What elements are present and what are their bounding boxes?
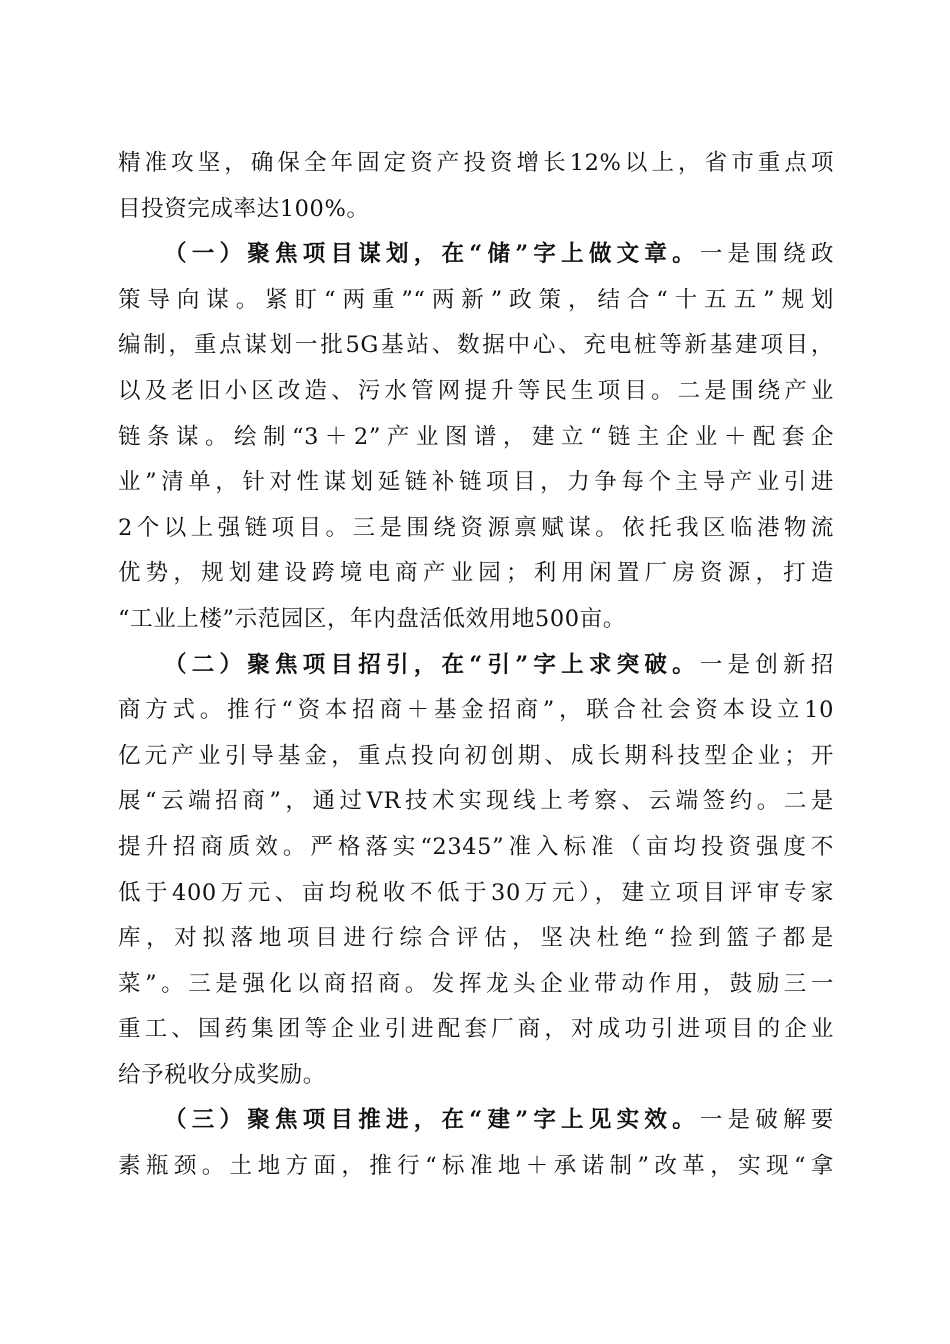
text-span: 链条谋。绘制“3＋2”产业图谱，建立“链主企业＋配套企 (118, 423, 834, 450)
text-line (118, 141, 834, 187)
text-line (118, 369, 834, 415)
text-line (118, 278, 834, 324)
text-span: 一是创新招 (699, 651, 834, 678)
text-span: 策导向谋。紧盯“两重”“两新”政策，结合“十五五”规划 (118, 286, 834, 313)
text-line (118, 1053, 834, 1099)
text-line (118, 962, 834, 1008)
text-span: 商方式。推行“资本招商＋基金招商”，联合社会资本设立10 (118, 697, 834, 724)
text-span: 以及老旧小区改造、污水管网提升等民生项目。二是围绕产业 (118, 377, 834, 404)
text-line (118, 1144, 834, 1190)
text-line (118, 551, 834, 597)
text-line (118, 916, 834, 962)
text-line (118, 688, 834, 734)
paragraph-3-first-line (118, 1098, 834, 1144)
text-span: 业”清单，针对性谋划延链补链项目，力争每个主导产业引进 (118, 469, 834, 496)
paragraph-2-first-line (118, 643, 834, 689)
text-span: 优势，规划建设跨境电商产业园；利用闲置厂房资源，打造 (118, 560, 834, 587)
text-line (118, 871, 834, 917)
text-span: 一是破解要 (699, 1107, 834, 1134)
text-line (118, 779, 834, 825)
text-line (118, 323, 834, 369)
text-span: 重工、国药集团等企业引进配套厂商，对成功引进项目的企业 (118, 1016, 834, 1043)
text-line (118, 1007, 834, 1053)
text-span: 一是围绕政 (699, 241, 834, 268)
text-span: 素瓶颈。土地方面，推行“标准地＋承诺制”改革，实现“拿 (118, 1153, 834, 1180)
text-span: 提升招商质效。严格落实“2345”准入标准（亩均投资强度不 (118, 833, 834, 860)
text-span: 精准攻坚，确保全年固定资产投资增长12%以上，省市重点项 (118, 150, 834, 176)
text-line (118, 597, 834, 643)
section-heading-1: （一）聚焦项目谋划，在“储”字上做文章。 (164, 241, 700, 268)
text-span: 给予税收分成奖励。 (118, 1061, 326, 1088)
text-span: 亿元产业引导基金，重点投向初创期、成长期科技型企业；开 (118, 742, 834, 769)
text-line (118, 187, 834, 233)
text-line (118, 415, 834, 461)
text-span: 菜”。三是强化以商招商。发挥龙头企业带动作用，鼓励三一 (118, 970, 834, 997)
text-line (118, 506, 834, 552)
text-span: 库，对拟落地项目进行综合评估，坚决杜绝“捡到篮子都是 (118, 925, 834, 952)
text-span: “工业上楼”示范园区，年内盘活低效用地500亩。 (118, 605, 626, 632)
text-span: 编制，重点谋划一批5G基站、数据中心、充电桩等新基建项目， (118, 332, 834, 359)
text-line (118, 825, 834, 871)
text-span: 目投资完成率达100%。 (118, 195, 370, 222)
body-text (118, 141, 834, 1190)
text-line (118, 734, 834, 780)
text-span: 低于400万元、亩均税收不低于30万元），建立项目评审专家 (118, 879, 834, 906)
section-heading-3: （三）聚焦项目推进，在“建”字上见实效。 (164, 1107, 700, 1134)
text-span: 展“云端招商”，通过VR技术实现线上考察、云端签约。二是 (118, 788, 834, 815)
text-span: 2个以上强链项目。三是围绕资源禀赋谋。依托我区临港物流 (118, 514, 834, 541)
section-heading-2: （二）聚焦项目招引，在“引”字上求突破。 (164, 651, 700, 678)
text-line (118, 460, 834, 506)
paragraph-1-first-line (118, 232, 834, 278)
